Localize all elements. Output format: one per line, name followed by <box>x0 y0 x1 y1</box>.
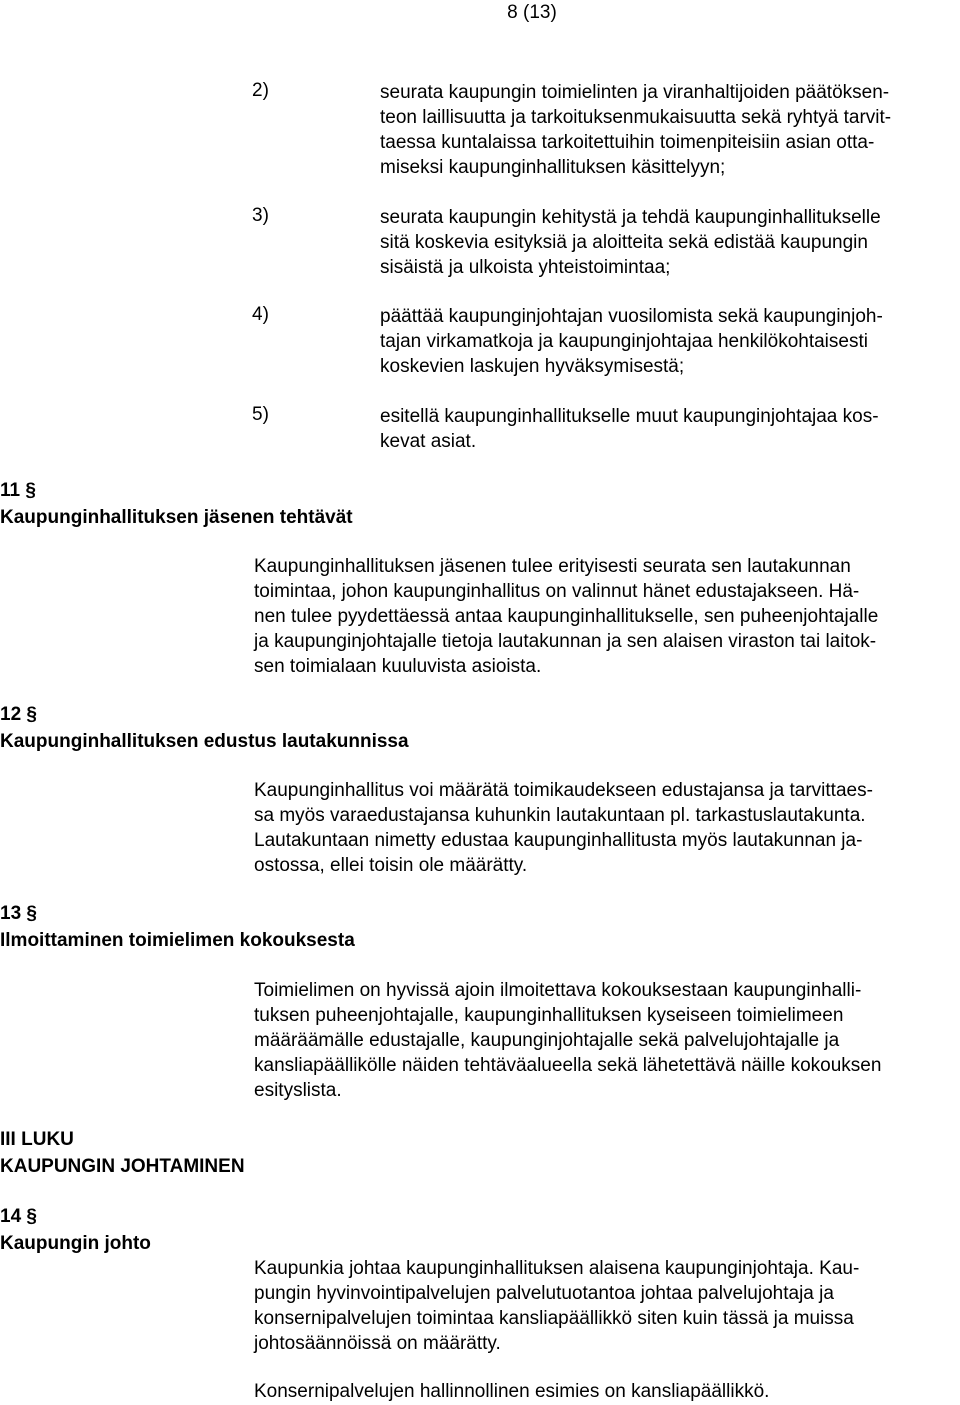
section-title: Ilmoittaminen toimielimen kokouksesta <box>0 930 355 951</box>
chapter-number: III LUKU <box>0 1129 74 1150</box>
section-heading-12 <box>0 701 409 755</box>
section-mark: § <box>25 480 36 501</box>
list-item-text: seurata kaupungin kehitystä ja tehdä kaupunginhallitukselle sitä koskevia esityksiä ja aloitteita sekä edistää kaupungin sisäistä ja ulkoista yhteistoimintaa; <box>380 207 881 278</box>
section-title: Kaupungin johto <box>0 1233 151 1254</box>
section-number: 11 <box>0 480 21 501</box>
chapter-title: KAUPUNGIN JOHTAMINEN <box>0 1156 245 1177</box>
chapter-heading <box>0 1126 245 1180</box>
list-item-number: 3) <box>252 205 269 226</box>
list-item-text: seurata kaupungin toimielinten ja viranhaltijoiden päätöksen- teon laillisuutta ja tarkoituksenmukaisuutta sekä ryhtyä tarvit- taessa kuntalaissa tarkoitettuihin toimenpiteisiin asian otta- miseksi kaupunginhallituksen käsittelyyn; <box>380 82 892 178</box>
page-number: 8 (13) <box>507 2 557 23</box>
list-item-text: esitellä kaupunginhallitukselle muut kaupunginjohtajaa kos- kevat asiat. <box>380 406 879 452</box>
section-mark: § <box>26 903 37 924</box>
section-heading-13 <box>0 900 355 954</box>
section-paragraph: Kaupunkia johtaa kaupunginhallituksen alaisena kaupunginjohtaja. Kau- pungin hyvinvointipalvelujen palvelutuotantoa johtaa palvelujohtaja ja konsernipalvelujen toimintaa kansliapäällikkö siten kuin tässä ja muissa johtosäännöissä on määrätty. <box>254 1258 860 1354</box>
list-item-number: 4) <box>252 304 269 325</box>
section-heading-11 <box>0 477 353 531</box>
section-number: 12 <box>0 704 22 725</box>
list-item-number: 2) <box>252 80 269 101</box>
list-item-number: 5) <box>252 404 269 425</box>
section-paragraph: Konsernipalvelujen hallinnollinen esimies on kansliapäällikkö. <box>254 1381 770 1402</box>
section-paragraph: Kaupunginhallitus voi määrätä toimikaudekseen edustajansa ja tarvittaes- sa myös varaedustajansa kuhunkin lautakuntaan pl. tarkastuslautakunta. Lautakuntaan nimetty edustaa kaupunginhallitusta myös lautakunnan ja- ostossa, ellei toisin ole määrätty. <box>254 780 873 876</box>
section-mark: § <box>26 704 37 725</box>
list-item-text: päättää kaupunginjohtajan vuosilomista sekä kaupunginjoh- tajan virkamatkoja ja kaupunginjohtajaa henkilökohtaisesti koskevien laskujen hyväksymisestä; <box>380 306 883 377</box>
section-number: 13 <box>0 903 22 924</box>
section-title: Kaupunginhallituksen edustus lautakunnissa <box>0 731 409 752</box>
section-mark: § <box>26 1206 37 1227</box>
section-number: 14 <box>0 1206 22 1227</box>
section-paragraph: Kaupunginhallituksen jäsenen tulee erityisesti seurata sen lautakunnan toimintaa, johon kaupunginhallitus on valinnut hänet edustajakseen. Hä- nen tulee pyydettäessä antaa kaupunginhallitukselle, sen puheenjohtajalle ja kaupunginjohtajalle tietoja lautakunnan ja sen alaisen viraston tai laitok- sen toimialaan kuuluvista asioista. <box>254 556 879 677</box>
section-heading-14 <box>0 1203 151 1257</box>
section-title: Kaupunginhallituksen jäsenen tehtävät <box>0 507 353 528</box>
section-paragraph: Toimielimen on hyvissä ajoin ilmoitettava kokouksestaan kaupunginhalli- tuksen puheenjohtajalle, kaupunginhallituksen kyseiseen toimielimeen määräämälle edustajalle, kaupunginjohtajalle sekä palvelujohtajalle ja kansliapäällikölle näiden tehtäväalueella sekä lähetettävä näille kokouksen esityslista. <box>254 980 882 1101</box>
